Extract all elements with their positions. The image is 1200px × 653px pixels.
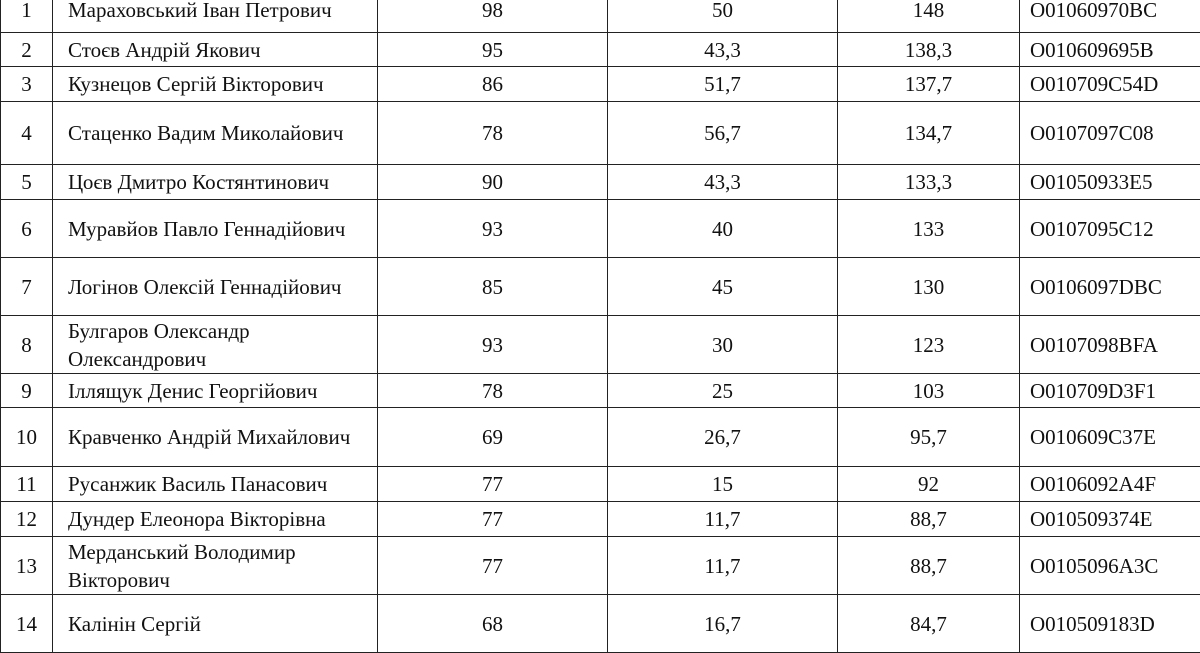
- score-1: 93: [378, 200, 608, 258]
- row-number: 13: [1, 537, 53, 595]
- total-score: 148: [838, 0, 1020, 33]
- row-number: 6: [1, 200, 53, 258]
- table-row: [1, 595, 1200, 653]
- row-number: 9: [1, 374, 53, 408]
- table-row: [1, 408, 1200, 467]
- row-number: 1: [1, 0, 53, 33]
- full-name: Цоєв Дмитро Костянтинович: [53, 165, 378, 200]
- score-2: 45: [608, 258, 838, 316]
- total-score: 92: [838, 467, 1020, 502]
- table-row: [1, 200, 1200, 258]
- full-name: Мараховський Іван Петрович: [53, 0, 378, 33]
- row-number: 4: [1, 102, 53, 165]
- total-score: 88,7: [838, 502, 1020, 537]
- row-number: 5: [1, 165, 53, 200]
- code-value: O0107098BFA: [1020, 316, 1200, 374]
- total-score: 138,3: [838, 33, 1020, 67]
- score-1: 90: [378, 165, 608, 200]
- score-1: 86: [378, 67, 608, 102]
- code-value: O0107097C08: [1020, 102, 1200, 165]
- total-score: 88,7: [838, 537, 1020, 595]
- row-number: 10: [1, 408, 53, 467]
- full-name: Іллящук Денис Георгійович: [53, 374, 378, 408]
- table-row: [1, 258, 1200, 316]
- total-score: 134,7: [838, 102, 1020, 165]
- code-value: O0106097DBC: [1020, 258, 1200, 316]
- total-score: 84,7: [838, 595, 1020, 653]
- score-2: 30: [608, 316, 838, 374]
- row-number: 14: [1, 595, 53, 653]
- score-2: 11,7: [608, 537, 838, 595]
- full-name: Дундер Елеонора Вікторівна: [53, 502, 378, 537]
- code-value: O01060970BC: [1020, 0, 1200, 33]
- full-name: Русанжик Василь Панасович: [53, 467, 378, 502]
- table-row: [1, 0, 1200, 33]
- full-name: Стоєв Андрій Якович: [53, 33, 378, 67]
- score-1: 77: [378, 502, 608, 537]
- score-2: 26,7: [608, 408, 838, 467]
- row-number: 12: [1, 502, 53, 537]
- score-2: 40: [608, 200, 838, 258]
- table-row: [1, 502, 1200, 537]
- code-value: O010509183D: [1020, 595, 1200, 653]
- table-row: [1, 316, 1200, 374]
- table-row: [1, 467, 1200, 502]
- score-1: 77: [378, 537, 608, 595]
- score-2: 43,3: [608, 165, 838, 200]
- total-score: 95,7: [838, 408, 1020, 467]
- score-2: 15: [608, 467, 838, 502]
- row-number: 2: [1, 33, 53, 67]
- full-name: Кузнецов Сергій Вікторович: [53, 67, 378, 102]
- full-name: Булгаров Олександр Олександрович: [53, 316, 378, 374]
- score-2: 11,7: [608, 502, 838, 537]
- score-1: 95: [378, 33, 608, 67]
- full-name: Стаценко Вадим Миколайович: [53, 102, 378, 165]
- full-name: Муравйов Павло Геннадійович: [53, 200, 378, 258]
- score-2: 56,7: [608, 102, 838, 165]
- score-2: 50: [608, 0, 838, 33]
- table-row: [1, 374, 1200, 408]
- score-1: 78: [378, 102, 608, 165]
- score-1: 85: [378, 258, 608, 316]
- full-name: Логінов Олексій Геннадійович: [53, 258, 378, 316]
- total-score: 133,3: [838, 165, 1020, 200]
- row-number: 3: [1, 67, 53, 102]
- total-score: 130: [838, 258, 1020, 316]
- code-value: O0105096A3C: [1020, 537, 1200, 595]
- full-name: Кравченко Андрій Михайлович: [53, 408, 378, 467]
- code-value: O010709C54D: [1020, 67, 1200, 102]
- code-value: O010609695B: [1020, 33, 1200, 67]
- score-2: 25: [608, 374, 838, 408]
- code-value: O0106092A4F: [1020, 467, 1200, 502]
- row-number: 8: [1, 316, 53, 374]
- table-row: [1, 165, 1200, 200]
- code-value: O010709D3F1: [1020, 374, 1200, 408]
- score-1: 93: [378, 316, 608, 374]
- table-row: [1, 67, 1200, 102]
- total-score: 103: [838, 374, 1020, 408]
- row-number: 11: [1, 467, 53, 502]
- code-value: O010509374E: [1020, 502, 1200, 537]
- table-row: [1, 33, 1200, 67]
- total-score: 137,7: [838, 67, 1020, 102]
- score-2: 51,7: [608, 67, 838, 102]
- code-value: O010609C37E: [1020, 408, 1200, 467]
- score-1: 78: [378, 374, 608, 408]
- table-row: [1, 102, 1200, 165]
- score-2: 43,3: [608, 33, 838, 67]
- total-score: 123: [838, 316, 1020, 374]
- table-row: [1, 537, 1200, 595]
- score-1: 77: [378, 467, 608, 502]
- score-1: 98: [378, 0, 608, 33]
- score-1: 68: [378, 595, 608, 653]
- total-score: 133: [838, 200, 1020, 258]
- score-2: 16,7: [608, 595, 838, 653]
- row-number: 7: [1, 258, 53, 316]
- full-name: Мерданський Володимир Вікторович: [53, 537, 378, 595]
- code-value: O01050933E5: [1020, 165, 1200, 200]
- code-value: O0107095C12: [1020, 200, 1200, 258]
- full-name: Калінін Сергій: [53, 595, 378, 653]
- score-1: 69: [378, 408, 608, 467]
